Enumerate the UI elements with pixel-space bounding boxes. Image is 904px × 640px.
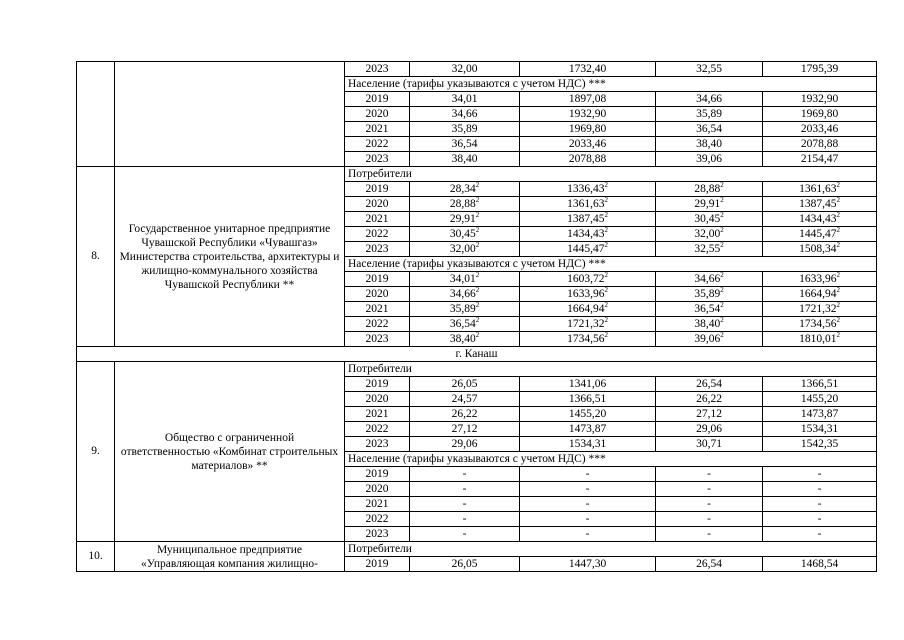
footnote-mark: 2 [720,301,724,309]
tariff-table-body [77,62,877,572]
footnote-mark: 2 [720,286,724,294]
value-cell: 1542,35 [763,437,877,452]
footnote-mark: 2 [836,196,840,204]
value-cell: 26,05 [410,557,520,572]
value-cell: - [763,527,877,542]
value-cell: 1366,51 [520,392,656,407]
footnote-mark: 2 [475,271,480,279]
value-cell: 1897,08 [520,92,656,107]
footnote-mark: 2 [475,316,480,324]
year-cell: 2021 [345,212,410,227]
value-cell: 1734,56$^2$ [520,332,656,347]
value-cell: 1366,51 [763,377,877,392]
footnote-mark: 2 [475,211,480,219]
footnote-mark: 2 [475,331,480,339]
value-cell: 1434,43$^2$ [763,212,877,227]
value-cell: 36,54$^2$ [656,302,763,317]
footnote-mark: 2 [720,331,724,339]
footnote-mark: 2 [475,226,480,234]
year-cell: 2023 [345,437,410,452]
value-cell: - [410,512,520,527]
value-cell: 1361,63$^2$ [520,197,656,212]
footnote-mark: 2 [604,286,608,294]
value-cell: - [520,512,656,527]
footnote-mark: 2 [720,241,724,249]
table-row [77,362,877,377]
value-cell: 2078,88 [520,152,656,167]
value-cell: 30,71 [656,437,763,452]
footnote-mark: 2 [720,226,724,234]
year-cell: 2020 [345,107,410,122]
year-cell: 2022 [345,512,410,527]
value-cell: 32,55$^2$ [656,242,763,257]
value-cell: 1455,20 [763,392,877,407]
footnote-mark: 2 [604,196,608,204]
table-row [77,347,877,362]
value-cell: 29,06 [656,422,763,437]
value-cell: 35,89$^2$ [656,287,763,302]
value-cell: 29,06 [410,437,520,452]
value-cell: 29,91$^2$ [410,212,520,227]
section-label: Население (тарифы указываются с учетом НДС) *** [345,452,877,467]
value-cell: 26,05 [410,377,520,392]
value-cell: 1508,34$^2$ [763,242,877,257]
value-cell: 32,55 [656,62,763,77]
value-cell: - [656,497,763,512]
value-cell: 1633,96$^2$ [520,287,656,302]
value-cell: 1473,87 [763,407,877,422]
section-label: Потребители [345,542,877,557]
section-label: Население (тарифы указываются с учетом НДС) *** [345,257,877,272]
value-cell: 26,54 [656,557,763,572]
value-cell: - [520,482,656,497]
footnote-mark: 2 [836,271,840,279]
value-cell: 34,66$^2$ [656,272,763,287]
value-cell: - [656,527,763,542]
value-cell: 1932,90 [520,107,656,122]
value-cell: 35,89 [410,122,520,137]
year-cell: 2023 [345,62,410,77]
footnote-mark: 2 [604,331,608,339]
value-cell: - [410,482,520,497]
footnote-mark: 2 [604,301,608,309]
year-cell: 2019 [345,377,410,392]
value-cell: 1468,54 [763,557,877,572]
value-cell: 1664,94$^2$ [763,287,877,302]
footnote-mark: 2 [720,211,724,219]
value-cell: 1603,72$^2$ [520,272,656,287]
value-cell: 32,00$^2$ [656,227,763,242]
value-cell: 26,22 [410,407,520,422]
footnote-mark: 2 [720,196,724,204]
section-label: Потребители [345,362,877,377]
org-name: Муниципальное предприятие «Управляющая компания жилищно- [115,542,345,572]
value-cell: 38,40 [656,137,763,152]
value-cell: 36,54$^2$ [410,317,520,332]
value-cell: 1810,01$^2$ [763,332,877,347]
value-cell: 1633,96$^2$ [763,272,877,287]
value-cell: 1721,32$^2$ [520,317,656,332]
footnote-mark: 2 [836,241,840,249]
footnote-mark: 2 [475,196,480,204]
value-cell: 1434,43$^2$ [520,227,656,242]
year-cell: 2023 [345,152,410,167]
year-cell: 2022 [345,422,410,437]
value-cell: 34,66$^2$ [410,287,520,302]
year-cell: 2019 [345,467,410,482]
value-cell: - [520,527,656,542]
value-cell: 39,06$^2$ [656,332,763,347]
value-cell: 38,40$^2$ [410,332,520,347]
value-cell: 36,54 [410,137,520,152]
value-cell: 2078,88 [763,137,877,152]
value-cell: 1445,47$^2$ [763,227,877,242]
value-cell: - [763,467,877,482]
value-cell: 32,00 [410,62,520,77]
footnote-mark: 2 [720,271,724,279]
value-cell: - [410,467,520,482]
footnote-mark: 2 [836,226,840,234]
value-cell: 1732,40 [520,62,656,77]
year-cell: 2022 [345,137,410,152]
value-cell: 34,01 [410,92,520,107]
year-cell: 2019 [345,92,410,107]
footnote-mark: 2 [604,241,608,249]
value-cell: 28,88$^2$ [656,182,763,197]
footnote-mark: 2 [604,316,608,324]
value-cell: - [656,467,763,482]
value-cell: 30,45$^2$ [656,212,763,227]
value-cell: 1455,20 [520,407,656,422]
value-cell: 2154,47 [763,152,877,167]
value-cell: - [410,527,520,542]
footnote-mark: 2 [836,286,840,294]
value-cell: 1534,31 [520,437,656,452]
year-cell: 2023 [345,242,410,257]
table-row [77,167,877,182]
value-cell: 27,12 [410,422,520,437]
footnote-mark: 2 [475,301,480,309]
section-label: Потребители [345,167,877,182]
value-cell: 28,34$^2$ [410,182,520,197]
value-cell: 36,54 [656,122,763,137]
year-cell: 2020 [345,392,410,407]
value-cell: - [520,467,656,482]
value-cell: - [763,482,877,497]
footnote-mark: 2 [836,211,840,219]
value-cell: 38,40$^2$ [656,317,763,332]
value-cell: - [763,497,877,512]
year-cell: 2019 [345,272,410,287]
section-label: Население (тарифы указываются с учетом НДС) *** [345,77,877,92]
value-cell: 1447,30 [520,557,656,572]
value-cell: 1721,32$^2$ [763,302,877,317]
value-cell: 1341,06 [520,377,656,392]
table-row [77,542,877,557]
table-row [77,62,877,77]
org-number [77,62,115,167]
org-number: 8. [77,167,115,347]
value-cell: 39,06 [656,152,763,167]
footnote-mark: 2 [720,181,724,189]
value-cell: 34,66 [410,107,520,122]
value-cell: 1534,31 [763,422,877,437]
value-cell: - [410,497,520,512]
year-cell: 2022 [345,227,410,242]
value-cell: 30,45$^2$ [410,227,520,242]
value-cell: 26,54 [656,377,763,392]
value-cell: 24,57 [410,392,520,407]
year-cell: 2020 [345,197,410,212]
year-cell: 2019 [345,182,410,197]
footnote-mark: 2 [836,181,840,189]
year-cell: 2020 [345,287,410,302]
city-header: г. Канаш [77,347,877,362]
value-cell: - [656,512,763,527]
org-name: Общество с ограниченной ответственностью «Комбинат строительных материалов» ** [115,362,345,542]
value-cell: 2033,46 [520,137,656,152]
year-cell: 2022 [345,317,410,332]
footnote-mark: 2 [475,241,480,249]
year-cell: 2020 [345,482,410,497]
year-cell: 2019 [345,557,410,572]
org-name [115,62,345,167]
value-cell: 27,12 [656,407,763,422]
year-cell: 2021 [345,407,410,422]
value-cell: 1734,56$^2$ [763,317,877,332]
footnote-mark: 2 [604,226,608,234]
footnote-mark: 2 [604,211,608,219]
value-cell: 38,40 [410,152,520,167]
value-cell: 1387,45$^2$ [520,212,656,227]
value-cell: 1336,43$^2$ [520,182,656,197]
value-cell: 35,89$^2$ [410,302,520,317]
year-cell: 2021 [345,302,410,317]
value-cell: 1969,80 [520,122,656,137]
value-cell: 32,00$^2$ [410,242,520,257]
year-cell: 2023 [345,527,410,542]
value-cell: 1932,90 [763,92,877,107]
year-cell: 2021 [345,122,410,137]
value-cell: 1969,80 [763,107,877,122]
org-number: 10. [77,542,115,572]
value-cell: 26,22 [656,392,763,407]
org-number: 9. [77,362,115,542]
value-cell: - [520,497,656,512]
tariff-table [76,61,877,572]
value-cell: 1795,39 [763,62,877,77]
value-cell: - [656,482,763,497]
year-cell: 2021 [345,497,410,512]
footnote-mark: 2 [836,331,840,339]
value-cell: 35,89 [656,107,763,122]
value-cell: 1445,47$^2$ [520,242,656,257]
year-cell: 2023 [345,332,410,347]
footnote-mark: 2 [836,301,840,309]
value-cell: 1664,94$^2$ [520,302,656,317]
footnote-mark: 2 [604,271,608,279]
footnote-mark: 2 [475,286,480,294]
footnote-mark: 2 [475,181,480,189]
value-cell: 34,01$^2$ [410,272,520,287]
value-cell: 1473,87 [520,422,656,437]
value-cell: 29,91$^2$ [656,197,763,212]
value-cell: 2033,46 [763,122,877,137]
footnote-mark: 2 [720,316,724,324]
value-cell: 28,88$^2$ [410,197,520,212]
value-cell: - [763,512,877,527]
org-name: Государственное унитарное предприятие Чувашской Республики «Чувашгаз» Министерства строительства, архитектуры и жилищно-коммунального хозяйства Чувашской Республики ** [115,167,345,347]
footnote-mark: 2 [604,181,608,189]
value-cell: 1361,63$^2$ [763,182,877,197]
value-cell: 1387,45$^2$ [763,197,877,212]
value-cell: 34,66 [656,92,763,107]
footnote-mark: 2 [836,316,840,324]
